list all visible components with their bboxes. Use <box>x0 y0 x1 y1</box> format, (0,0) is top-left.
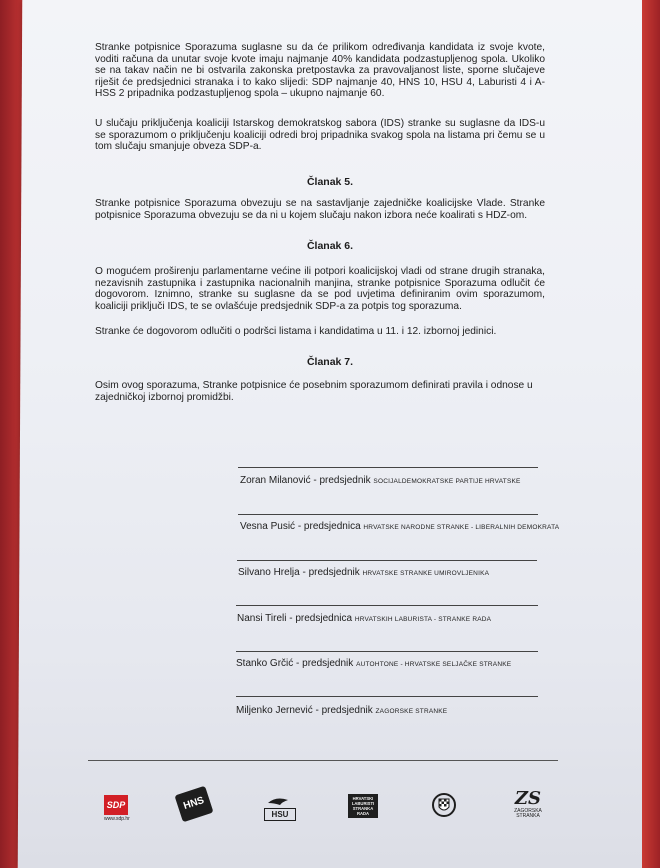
signatory-name: Stanko Grčić - predsjednik <box>236 658 354 669</box>
article-6-heading: Članak 6. <box>306 240 354 252</box>
intro-paragraph: Stranke potpisnice Sporazuma suglasne su da će prilikom određivanja kandidata iz svoje kvote, voditi računa da unutar svoje kvote imaju najmanje 40% kandidata podzastupljenog spola. Ukoliko se na takav način ne bi ostvarila zakonska pretpostavka za pravovaljanost liste, sporne slučajeve riješit će predsjednici stranaka i to kako slijedi: SDP najmanje 40, HNS 10, HSU 4, Laburisti 4 i A-HSS 2 pripadnika podzastupljenog spola – ukupno najmanje 60. <box>95 42 545 100</box>
signatory-party: HRVATSKE STRANKE UMIROVLJENIKA <box>362 570 490 577</box>
signature-entry <box>240 475 521 486</box>
signature-line <box>237 560 537 561</box>
signatory-party: HRVATSKIH LABURISTA - STRANKE RADA <box>354 616 492 623</box>
a-hss-logo-icon <box>432 792 456 823</box>
signature-entry <box>236 705 447 716</box>
article-7-heading: Članak 7. <box>306 356 354 368</box>
red-background-right <box>642 0 660 868</box>
article-6-paragraph-2: Stranke će dogovorom odlučiti o podršci listama i kandidatima u 11. i 12. izbornoj jedinici. <box>95 326 497 337</box>
signature-entry <box>238 567 489 578</box>
sdp-logo-caption: www.sdp.hr <box>104 816 130 822</box>
ids-paragraph: U slučaju priključenja koaliciji Istarskog demokratskog sabora (IDS) stranke su suglasne da IDS-u se sporazumom o priključenju koaliciji odredi broj pripadnika svakog spola na listama pri čemu se u tom slučaju smanjuje obveza SDP-a. <box>95 118 545 153</box>
hns-logo-icon <box>178 790 210 818</box>
zs-logo-mark: ZS <box>514 788 542 809</box>
signatory-name: Vesna Pusić - predsjednica <box>240 521 361 532</box>
signature-entry <box>236 658 511 669</box>
article-5-paragraph: Stranke potpisnice Sporazuma obvezuju se na sastavljanje zajedničke koalicijske Vlade. Stranke potpisnice Sporazuma obvezuju se da ni u kojem slučaju nakon izbora neće koalirati s HDZ-om. <box>95 198 545 221</box>
signatory-party: HRVATSKE NARODNE STRANKE - LIBERALNIH DEMOKRATA <box>363 524 560 531</box>
hsu-logo-icon <box>262 794 296 825</box>
signatory-name: Silvano Hrelja - predsjednik <box>238 567 360 578</box>
signatory-party: SOCIJALDEMOKRATSKE PARTIJE HRVATSKE <box>373 478 521 485</box>
signature-entry <box>237 613 491 624</box>
signature-line <box>238 467 538 468</box>
hsu-logo-mark: HSU <box>264 808 296 821</box>
article-7-paragraph: Osim ovog sporazuma, Stranke potpisnice će posebnim sporazumom definirati pravila i odnose u zajedničkoj izbornoj promidžbi. <box>95 380 533 403</box>
signature-line <box>236 696 538 697</box>
laburisti-logo-icon <box>348 794 378 818</box>
signature-line <box>236 651 538 652</box>
zs-logo-icon <box>510 790 546 819</box>
signatory-name: Zoran Milanović - predsjednik <box>240 475 371 486</box>
sdp-logo-icon <box>104 795 130 822</box>
signature-entry <box>240 521 559 532</box>
article-6-paragraph-1: O mogućem proširenju parlamentarne većine ili potpori koalicijskoj vladi od strane drugih stranaka, nezavisnih zastupnika i zastupnika nacionalnih manjina, stranke potpisnice Sporazuma odlučit će dogovorom. Iznimno, stranke su suglasne da se pod uvjetima definiranim ovim sporazumom, koaliciji priključi IDS, te se ovlašćuje predsjednik SDP-a za potpis tog sporazuma. <box>95 266 545 312</box>
signatory-party: AUTOHTONE - HRVATSKE SELJAČKE STRANKE <box>356 661 512 668</box>
signature-line <box>238 514 538 515</box>
sdp-logo-mark: SDP <box>104 795 128 815</box>
footer-rule <box>88 760 558 761</box>
signature-line <box>236 605 538 606</box>
article-5-heading: Članak 5. <box>306 176 354 188</box>
signatory-party: ZAGORSKE STRANKE <box>375 708 448 715</box>
hns-logo-mark: HNS <box>174 786 213 823</box>
signatory-name: Nansi Tireli - predsjednica <box>237 613 353 624</box>
laburisti-logo-text: HRVATSKI LABURISTI STRANKA RADA <box>351 796 375 816</box>
signatory-name: Miljenko Jernević - predsjednik <box>236 705 373 716</box>
zs-logo-caption: ZAGORSKA STRANKA <box>514 808 542 819</box>
